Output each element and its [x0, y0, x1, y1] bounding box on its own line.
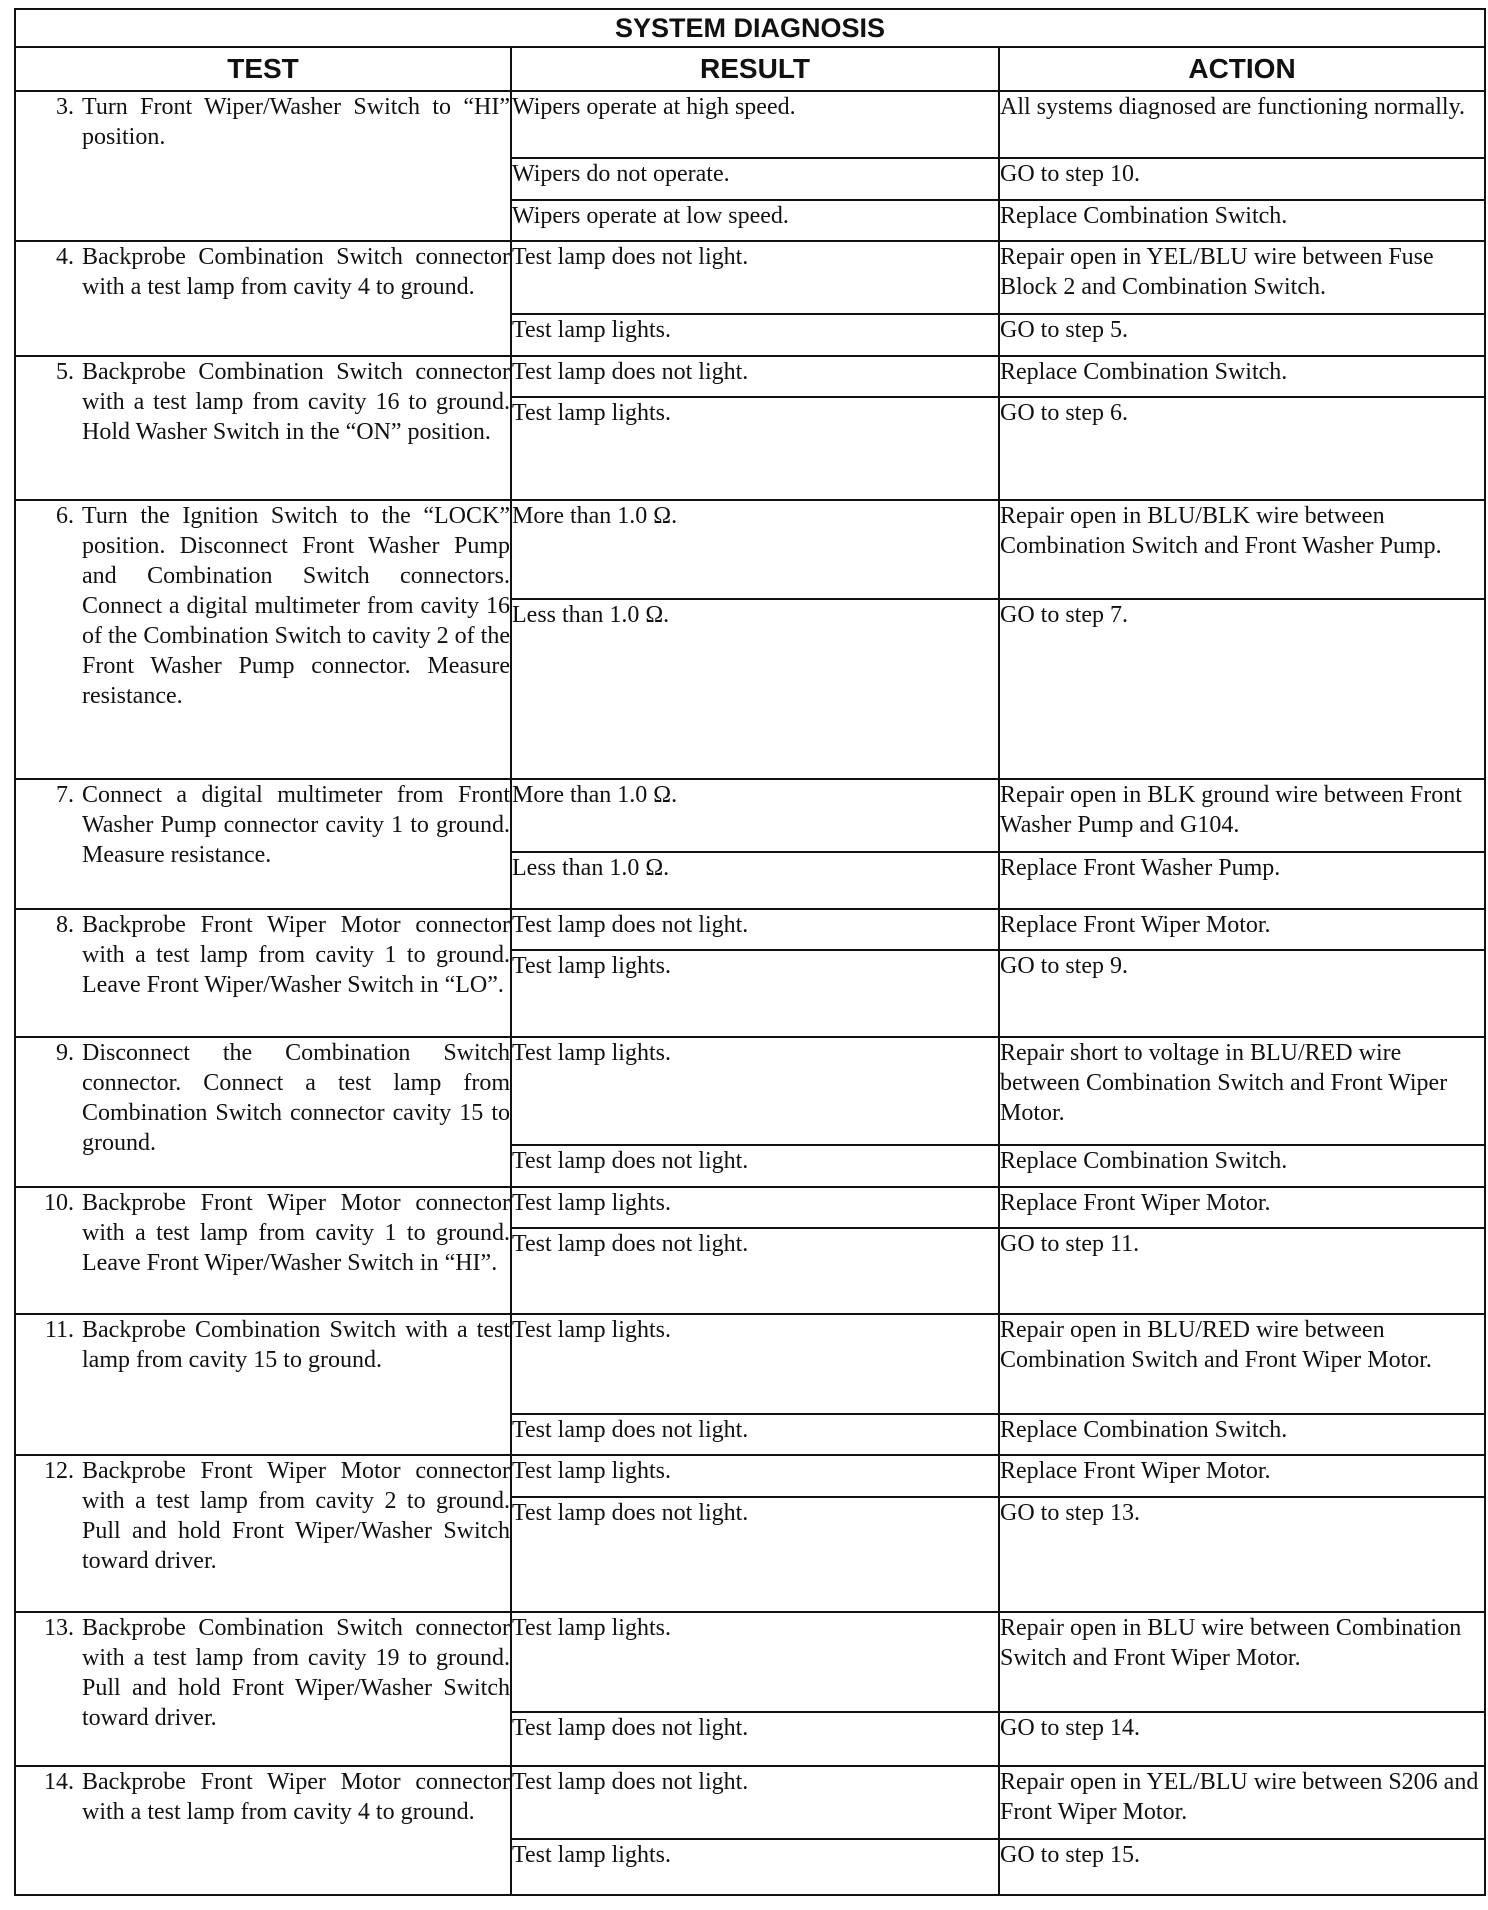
test-cell	[15, 1612, 511, 1766]
diagnosis-row	[15, 1037, 1485, 1146]
result-cell: Test lamp lights.	[511, 1612, 999, 1711]
step-number: 14.	[44, 1769, 74, 1796]
test-cell	[15, 1187, 511, 1315]
step-number: 12.	[44, 1458, 74, 1485]
action-cell: GO to step 5.	[999, 314, 1485, 355]
result-column-header: RESULT	[511, 47, 999, 91]
diagnosis-row	[15, 909, 1485, 950]
action-cell: GO to step 14.	[999, 1712, 1485, 1766]
test-cell	[15, 1766, 511, 1895]
step-number: 13.	[44, 1615, 74, 1642]
test-cell	[15, 241, 511, 356]
test-instruction: Backprobe Combination Switch connector with a test lamp from cavity 4 to ground.	[82, 244, 510, 301]
step-number: 3.	[56, 94, 74, 120]
test-instruction: Backprobe Front Wiper Motor connector with a test lamp from cavity 1 to ground. Leave Front Wiper/Washer Switch in “LO”.	[82, 912, 510, 998]
result-cell: Test lamp does not light.	[511, 1145, 999, 1186]
result-cell: Test lamp does not light.	[511, 241, 999, 314]
result-cell: Test lamp lights.	[511, 1839, 999, 1895]
result-cell: Test lamp lights.	[511, 1314, 999, 1413]
action-cell: Replace Combination Switch.	[999, 356, 1485, 397]
action-cell: GO to step 13.	[999, 1497, 1485, 1613]
action-cell: GO to step 9.	[999, 950, 1485, 1036]
step-number: 7.	[56, 781, 74, 808]
system-diagnosis-table	[14, 8, 1486, 1896]
action-cell: Repair open in BLU/BLK wire between Combination Switch and Front Washer Pump.	[999, 500, 1485, 599]
step-number: 9.	[56, 1039, 74, 1066]
test-instruction: Backprobe Front Wiper Motor connector with a test lamp from cavity 4 to ground.	[82, 1769, 510, 1826]
result-cell: Test lamp does not light.	[511, 1497, 999, 1613]
test-cell	[15, 1455, 511, 1612]
diagnosis-row	[15, 779, 1485, 852]
action-cell: Repair short to voltage in BLU/RED wire between Combination Switch and Front Wiper Motor.	[999, 1037, 1485, 1146]
action-cell: Replace Combination Switch.	[999, 200, 1485, 241]
result-cell: Test lamp lights.	[511, 1187, 999, 1228]
result-cell: Wipers operate at low speed.	[511, 200, 999, 241]
action-cell: Replace Front Wiper Motor.	[999, 1187, 1485, 1228]
test-column-header: TEST	[15, 47, 511, 91]
step-number: 4.	[56, 244, 74, 271]
action-cell: Repair open in YEL/BLU wire between S206 and Front Wiper Motor.	[999, 1766, 1485, 1839]
step-number: 11.	[44, 1317, 74, 1344]
result-cell: Test lamp does not light.	[511, 356, 999, 397]
test-cell	[15, 1037, 511, 1187]
table-title: SYSTEM DIAGNOSIS	[15, 9, 1485, 47]
action-cell: GO to step 15.	[999, 1839, 1485, 1895]
test-instruction: Backprobe Combination Switch connector with a test lamp from cavity 19 to ground. Pull and hold Front Wiper/Washer Switch toward driver.	[82, 1615, 510, 1732]
test-instruction: Backprobe Front Wiper Motor connector with a test lamp from cavity 1 to ground. Leave Front Wiper/Washer Switch in “HI”.	[82, 1189, 510, 1276]
result-cell: Test lamp does not light.	[511, 909, 999, 950]
action-cell: GO to step 11.	[999, 1228, 1485, 1314]
diagnosis-row	[15, 1314, 1485, 1413]
action-cell: Replace Front Wiper Motor.	[999, 1455, 1485, 1496]
result-cell: Test lamp lights.	[511, 314, 999, 355]
action-cell: Repair open in BLU/RED wire between Combination Switch and Front Wiper Motor.	[999, 1314, 1485, 1413]
result-cell: Test lamp lights.	[511, 1037, 999, 1146]
result-cell: Less than 1.0 Ω.	[511, 852, 999, 909]
diagnosis-row	[15, 1612, 1485, 1711]
test-cell	[15, 909, 511, 1037]
result-cell: Wipers operate at high speed.	[511, 91, 999, 158]
action-cell: All systems diagnosed are functioning normally.	[999, 91, 1485, 158]
result-cell: Less than 1.0 Ω.	[511, 599, 999, 779]
action-cell: Repair open in YEL/BLU wire between Fuse Block 2 and Combination Switch.	[999, 241, 1485, 314]
action-cell: Replace Front Wiper Motor.	[999, 909, 1485, 950]
diagnosis-steps	[15, 91, 1485, 1895]
diagnosis-row	[15, 356, 1485, 397]
action-cell: Replace Combination Switch.	[999, 1145, 1485, 1186]
test-instruction: Connect a digital multimeter from Front Washer Pump connector cavity 1 to ground. Measure resistance.	[82, 781, 510, 868]
action-cell: Replace Combination Switch.	[999, 1414, 1485, 1455]
result-cell: Test lamp does not light.	[511, 1712, 999, 1766]
result-cell: More than 1.0 Ω.	[511, 500, 999, 599]
test-instruction: Backprobe Front Wiper Motor connector with a test lamp from cavity 2 to ground. Pull and hold Front Wiper/Washer Switch toward driver.	[82, 1458, 510, 1575]
result-cell: Test lamp lights.	[511, 950, 999, 1036]
diagnosis-row	[15, 91, 1485, 158]
result-cell: Test lamp lights.	[511, 1455, 999, 1496]
action-cell: Replace Front Washer Pump.	[999, 852, 1485, 909]
action-column-header: ACTION	[999, 47, 1485, 91]
test-instruction: Disconnect the Combination Switch connector. Connect a test lamp from Combination Switch connector cavity 15 to ground.	[82, 1039, 510, 1156]
test-cell	[15, 91, 511, 241]
step-number: 8.	[56, 912, 74, 938]
test-cell	[15, 1314, 511, 1455]
result-cell: Wipers do not operate.	[511, 158, 999, 199]
action-cell: GO to step 10.	[999, 158, 1485, 199]
test-instruction: Backprobe Combination Switch connector with a test lamp from cavity 16 to ground. Hold Washer Switch in the “ON” position.	[82, 358, 510, 445]
diagnosis-row	[15, 1455, 1485, 1496]
result-cell: More than 1.0 Ω.	[511, 779, 999, 852]
diagnosis-row	[15, 1766, 1485, 1839]
result-cell: Test lamp does not light.	[511, 1414, 999, 1455]
action-cell: Repair open in BLU wire between Combination Switch and Front Wiper Motor.	[999, 1612, 1485, 1711]
action-cell: Repair open in BLK ground wire between Front Washer Pump and G104.	[999, 779, 1485, 852]
diagnosis-row	[15, 500, 1485, 599]
action-cell: GO to step 7.	[999, 599, 1485, 779]
test-cell	[15, 356, 511, 500]
test-cell	[15, 500, 511, 779]
test-instruction: Backprobe Combination Switch with a test lamp from cavity 15 to ground.	[82, 1317, 510, 1374]
test-cell	[15, 779, 511, 909]
step-number: 6.	[56, 503, 74, 529]
step-number: 5.	[56, 358, 74, 385]
result-cell: Test lamp does not light.	[511, 1766, 999, 1839]
diagnosis-row	[15, 1187, 1485, 1228]
test-instruction: Turn the Ignition Switch to the “LOCK” position. Disconnect Front Washer Pump and Combination Switch connectors. Connect a digital multimeter from cavity 16 of the Combination Switch to cavity 2 of the Front Washer Pump connector. Measure resistance.	[82, 503, 510, 709]
result-cell: Test lamp lights.	[511, 397, 999, 500]
result-cell: Test lamp does not light.	[511, 1228, 999, 1314]
diagnosis-row	[15, 241, 1485, 314]
action-cell: GO to step 6.	[999, 397, 1485, 500]
step-number: 10.	[44, 1189, 74, 1216]
test-instruction: Turn Front Wiper/Washer Switch to “HI” position.	[82, 94, 510, 150]
